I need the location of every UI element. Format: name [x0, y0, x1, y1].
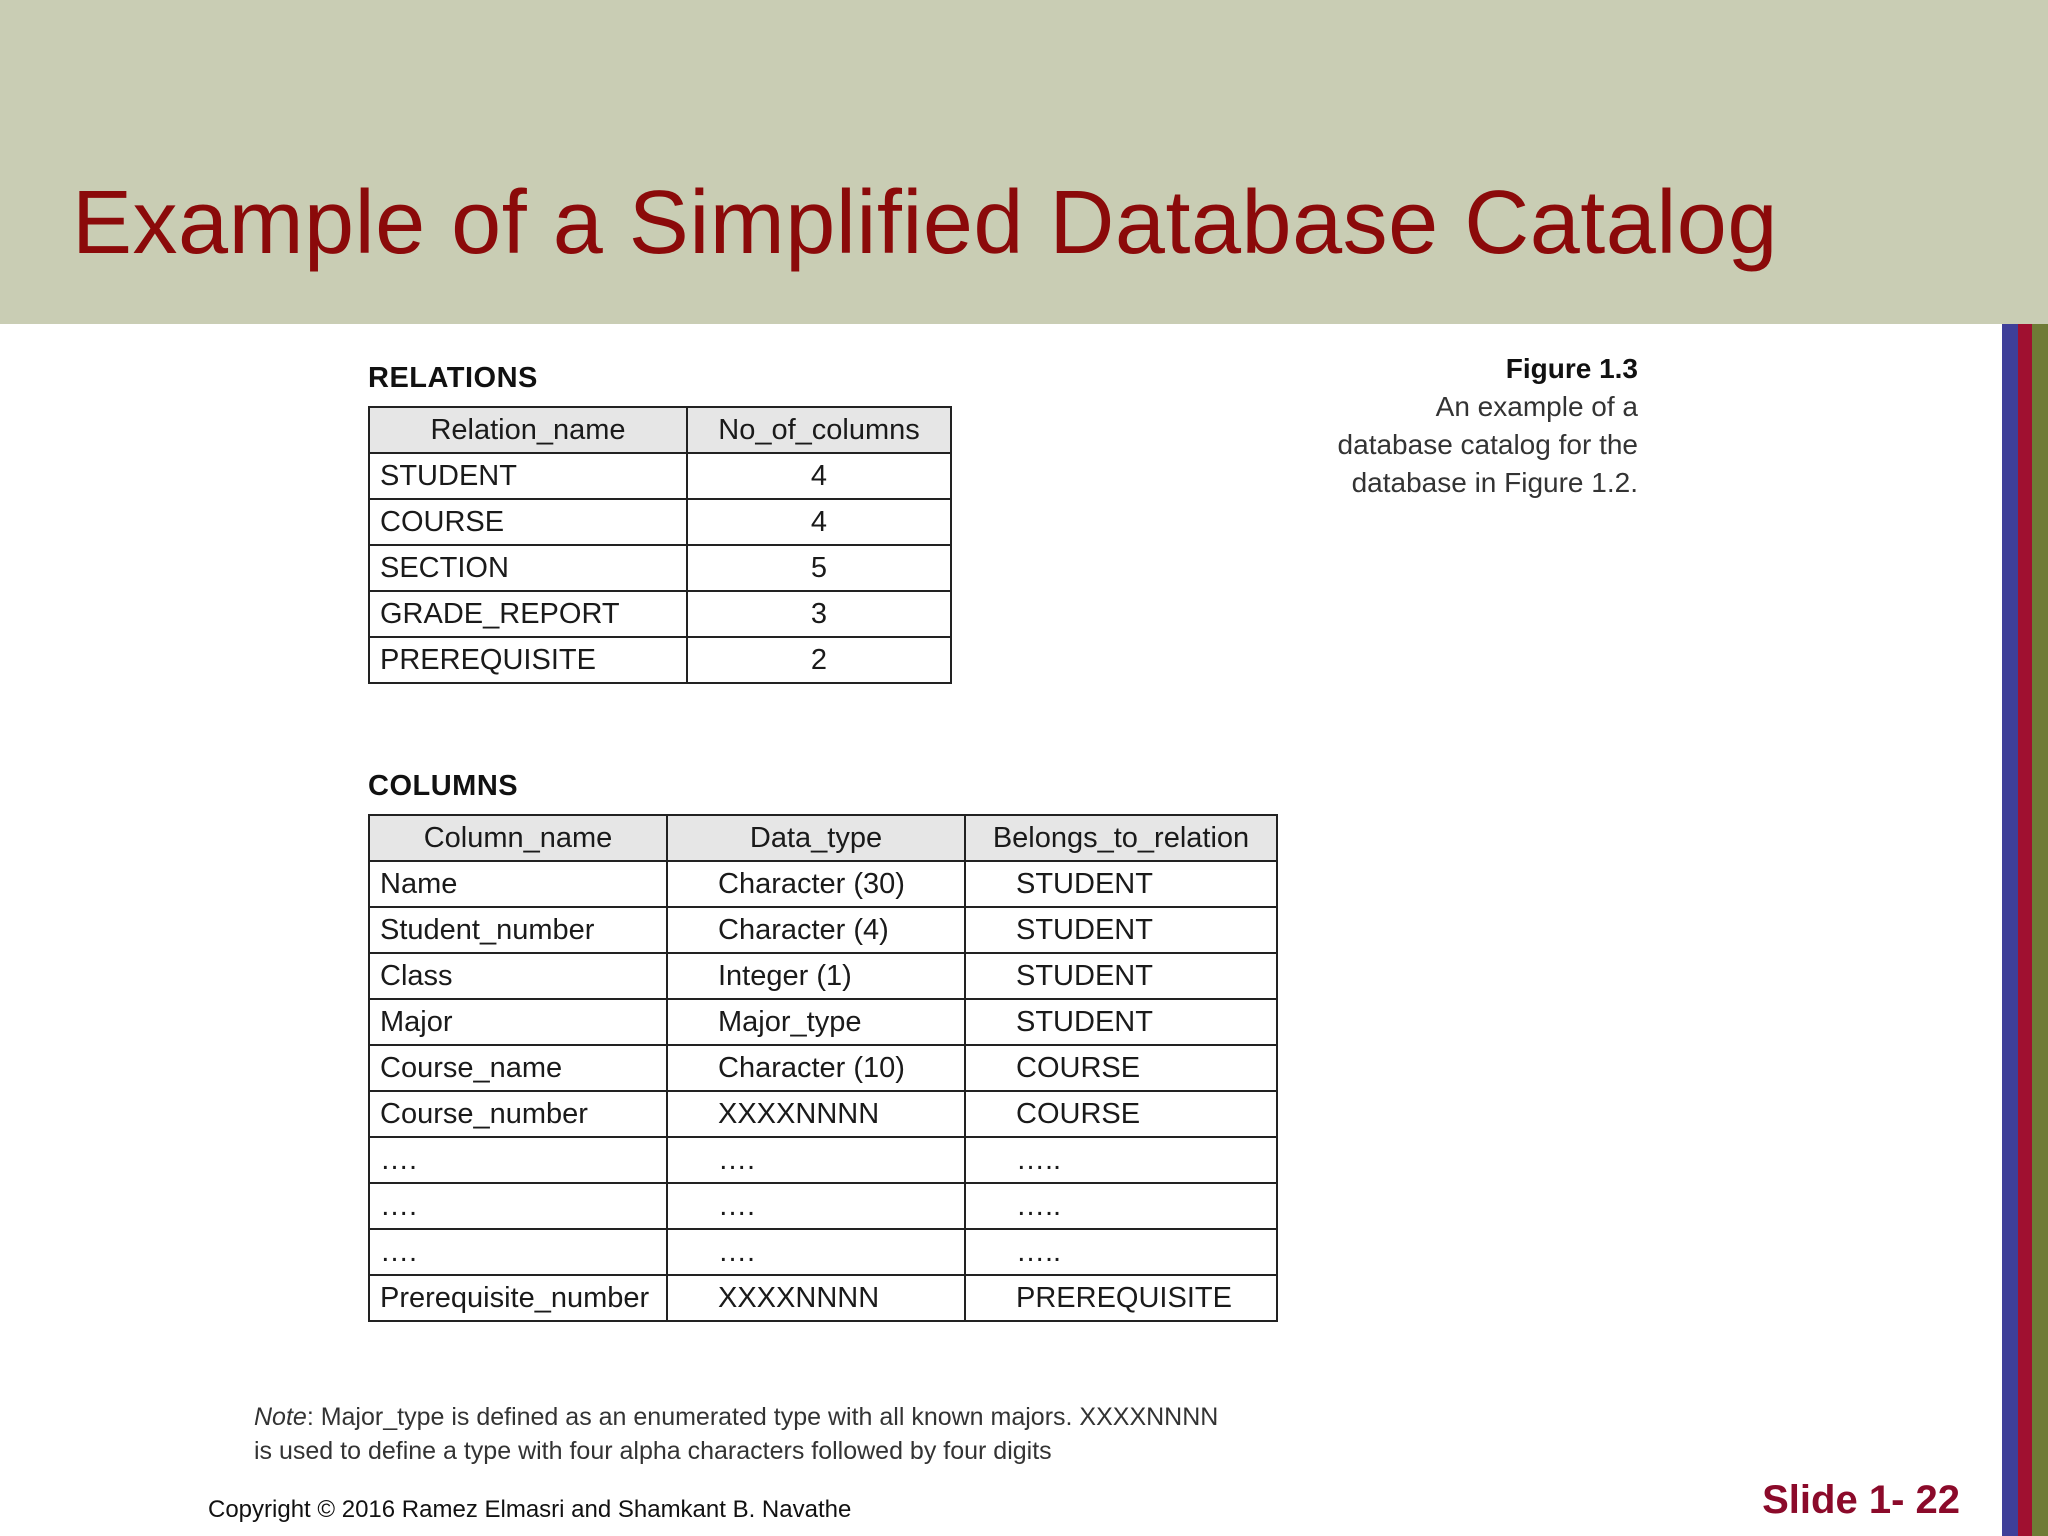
- table-cell: STUDENT: [965, 999, 1277, 1045]
- side-stripe-red: [2018, 324, 2032, 1536]
- table-cell: Major: [369, 999, 667, 1045]
- table-cell: …..: [965, 1229, 1277, 1275]
- table-cell: Course_number: [369, 1091, 667, 1137]
- table-cell: COURSE: [965, 1091, 1277, 1137]
- table-row: [369, 1275, 1277, 1321]
- table-cell: Prerequisite_number: [369, 1275, 667, 1321]
- figure-note: [254, 1400, 1334, 1468]
- table-cell: ….: [667, 1229, 965, 1275]
- column-header: Relation_name: [369, 407, 687, 453]
- table-cell: PREREQUISITE: [965, 1275, 1277, 1321]
- table-cell: ….: [667, 1183, 965, 1229]
- table-row: [369, 861, 1277, 907]
- table-cell: PREREQUISITE: [369, 637, 687, 683]
- table-cell: 5: [687, 545, 951, 591]
- table-cell: Student_number: [369, 907, 667, 953]
- table-row: [369, 907, 1277, 953]
- table-row: [369, 1229, 1277, 1275]
- table-cell: Integer (1): [667, 953, 965, 999]
- table-cell: STUDENT: [965, 861, 1277, 907]
- table-cell: COURSE: [369, 499, 687, 545]
- slide-number: Slide 1- 22: [1762, 1478, 1960, 1522]
- column-header: Belongs_to_relation: [965, 815, 1277, 861]
- caption-line: database in Figure 1.2.: [1351, 467, 1638, 498]
- table-cell: Character (10): [667, 1045, 965, 1091]
- relations-label: RELATIONS: [368, 362, 538, 394]
- table-cell: Class: [369, 953, 667, 999]
- title-bar: [0, 0, 2048, 324]
- table-row: [369, 1137, 1277, 1183]
- table-cell: STUDENT: [965, 953, 1277, 999]
- table-cell: XXXXNNNN: [667, 1091, 965, 1137]
- figure-caption: [1338, 350, 1638, 502]
- table-cell: 4: [687, 453, 951, 499]
- figure-number: Figure 1.3: [1505, 353, 1638, 384]
- table-row: [369, 591, 951, 637]
- table-row: [369, 1183, 1277, 1229]
- table-cell: Character (4): [667, 907, 965, 953]
- table-cell: …..: [965, 1137, 1277, 1183]
- table-cell: 4: [687, 499, 951, 545]
- copyright-notice: Copyright © 2016 Ramez Elmasri and Shamkant B. Navathe: [208, 1496, 852, 1523]
- table-header-row: [369, 815, 1277, 861]
- table-row: [369, 1045, 1277, 1091]
- note-label: Note: [254, 1403, 307, 1431]
- table-row: [369, 545, 951, 591]
- note-text: is used to define a type with four alpha characters followed by four digits: [254, 1437, 1052, 1465]
- relations-table: [368, 406, 952, 684]
- table-row: [369, 499, 951, 545]
- side-stripe-green: [2032, 324, 2048, 1536]
- table-row: [369, 953, 1277, 999]
- table-cell: 2: [687, 637, 951, 683]
- columns-label: COLUMNS: [368, 770, 519, 802]
- table-cell: STUDENT: [369, 453, 687, 499]
- table-row: [369, 999, 1277, 1045]
- table-cell: COURSE: [965, 1045, 1277, 1091]
- table-row: [369, 1091, 1277, 1137]
- table-cell: Character (30): [667, 861, 965, 907]
- table-cell: XXXXNNNN: [667, 1275, 965, 1321]
- slide-title: Example of a Simplified Database Catalog: [72, 173, 1778, 273]
- table-cell: …..: [965, 1183, 1277, 1229]
- table-cell: Major_type: [667, 999, 965, 1045]
- caption-line: An example of a: [1435, 391, 1638, 422]
- table-cell: ….: [369, 1183, 667, 1229]
- columns-table: [368, 814, 1278, 1322]
- table-cell: 3: [687, 591, 951, 637]
- table-header-row: [369, 407, 951, 453]
- table-row: [369, 637, 951, 683]
- column-header: No_of_columns: [687, 407, 951, 453]
- table-cell: Name: [369, 861, 667, 907]
- table-cell: SECTION: [369, 545, 687, 591]
- column-header: Column_name: [369, 815, 667, 861]
- note-text: : Major_type is defined as an enumerated type with all known majors. XXXXNNNN: [306, 1403, 1219, 1431]
- table-cell: ….: [369, 1229, 667, 1275]
- caption-line: database catalog for the: [1337, 429, 1638, 460]
- table-cell: ….: [369, 1137, 667, 1183]
- side-stripe-blue: [2002, 324, 2018, 1536]
- table-cell: GRADE_REPORT: [369, 591, 687, 637]
- table-cell: STUDENT: [965, 907, 1277, 953]
- table-cell: ….: [667, 1137, 965, 1183]
- table-row: [369, 453, 951, 499]
- table-cell: Course_name: [369, 1045, 667, 1091]
- column-header: Data_type: [667, 815, 965, 861]
